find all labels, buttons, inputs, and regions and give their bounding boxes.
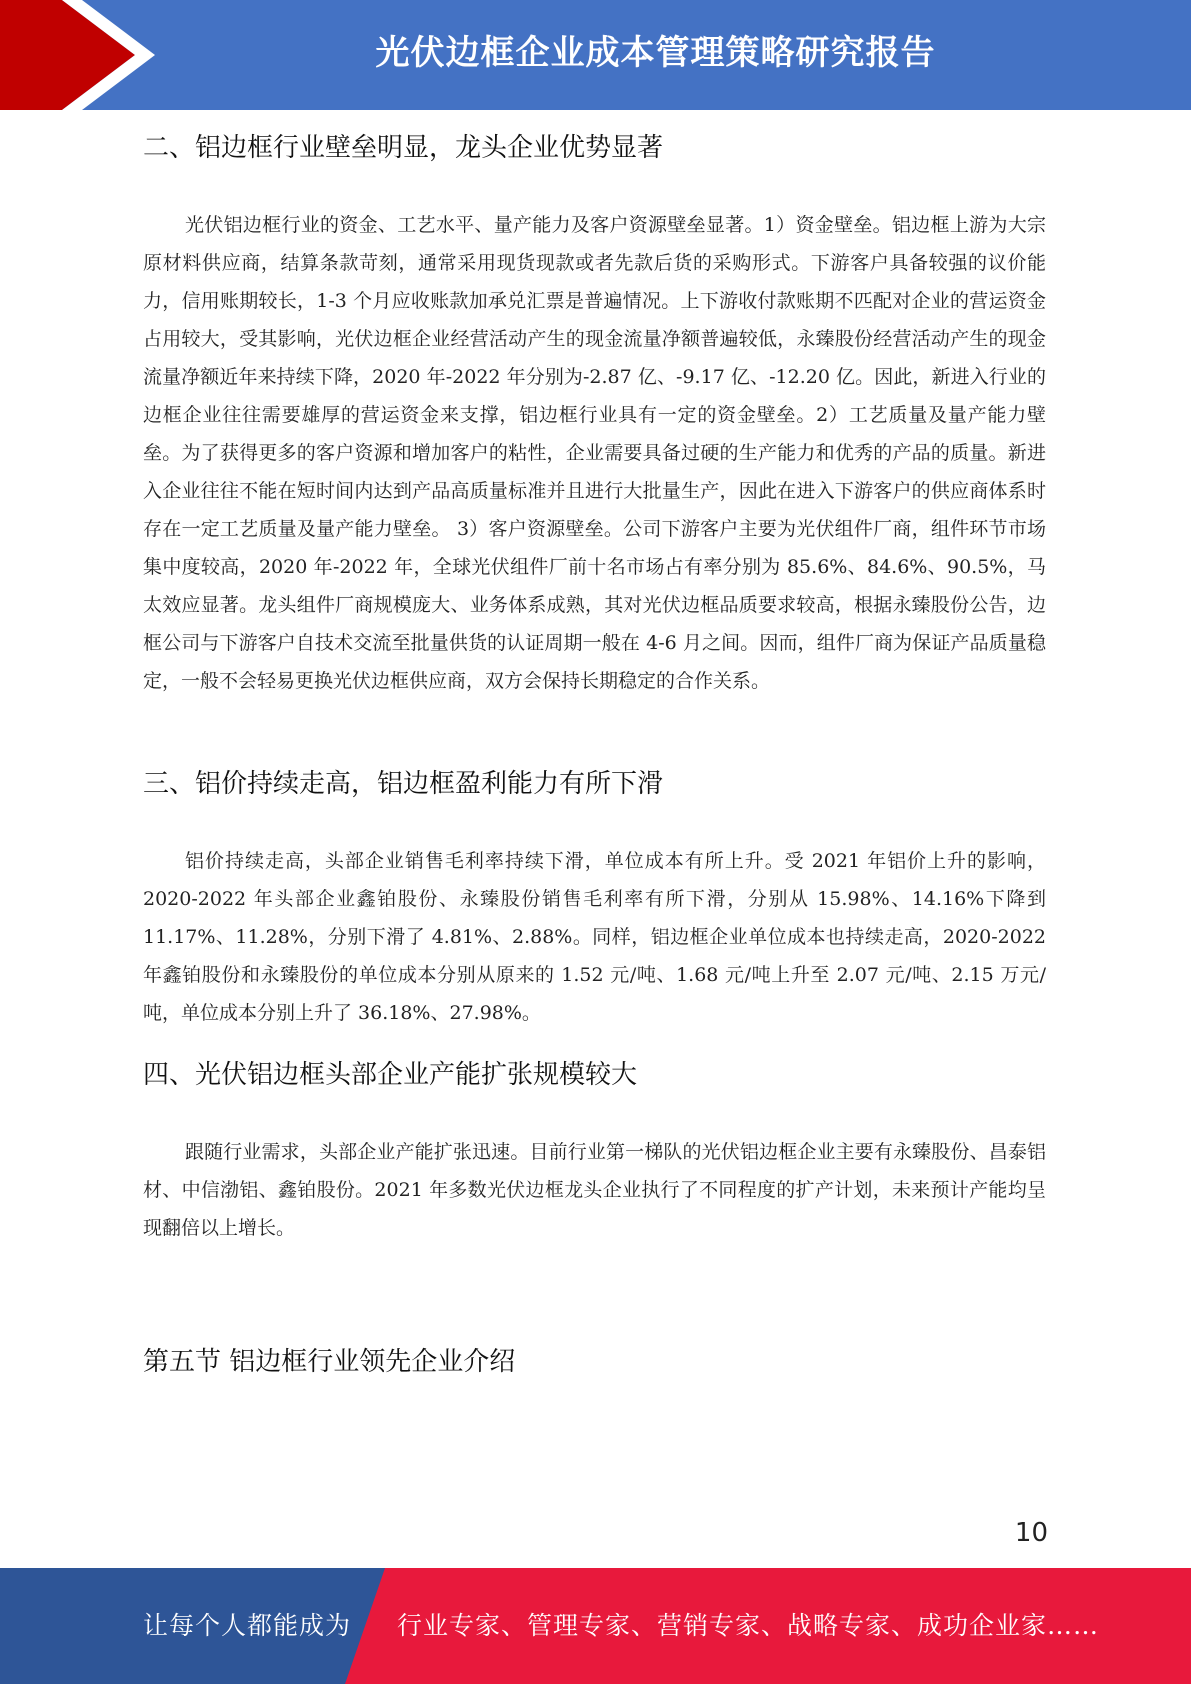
section-heading-aluminum-price: 三、铝价持续走高，铝边框盈利能力有所下滑 bbox=[143, 769, 664, 799]
page-header bbox=[0, 0, 1191, 110]
header-chevron-decoration bbox=[0, 0, 160, 110]
chapter-heading-leading-companies: 第五节 铝边框行业领先企业介绍 bbox=[143, 1347, 516, 1377]
section-paragraph-aluminum-price: 铝价持续走高，头部企业销售毛利率持续下滑，单位成本有所上升。受 2021 年铝价上升的影响，2020-2022 年头部企业鑫铂股份、永臻股份销售毛利率有所下滑，分别从 15.98%、14.16%下降到 11.17%、11.28%，分别下滑了 4.81%、2.88%。同样，铝边框企业单位成本也持续走高，2020-2022 年鑫铂股份和永臻股份的单位成本分别从原来的 1.52 元/吨、1.68 元/吨上升至 2.07 元/吨、2.15 万元/吨，单位成本分别上升了 36.18%、27.98%。 bbox=[143, 850, 1046, 1024]
page-footer bbox=[0, 1568, 1191, 1684]
report-title: 光伏边框企业成本管理策略研究报告 bbox=[375, 33, 936, 73]
section-heading-barriers: 二、铝边框行业壁垒明显，龙头企业优势显著 bbox=[143, 133, 664, 163]
footer-slogan-left: 让每个人都能成为 bbox=[143, 1611, 352, 1640]
section-heading-capacity-expansion: 四、光伏铝边框头部企业产能扩张规模较大 bbox=[143, 1060, 638, 1090]
section-paragraph-capacity-expansion: 跟随行业需求，头部企业产能扩张迅速。目前行业第一梯队的光伏铝边框企业主要有永臻股份、昌泰铝材、中信渤铝、鑫铂股份。2021 年多数光伏边框龙头企业执行了不同程度的扩产计划，未来预计产能均呈现翻倍以上增长。 bbox=[143, 1141, 1046, 1239]
footer-slogan-right: 行业专家、管理专家、营销专家、战略专家、成功企业家…… bbox=[397, 1611, 1100, 1640]
section-paragraph-barriers: 光伏铝边框行业的资金、工艺水平、量产能力及客户资源壁垒显著。1）资金壁垒。铝边框上游为大宗原材料供应商，结算条款苛刻，通常采用现货现款或者先款后货的采购形式。下游客户具备较强的议价能力，信用账期较长，1-3 个月应收账款加承兑汇票是普遍情况。上下游收付款账期不匹配对企业的营运资金占用较大，受其影响，光伏边框企业经营活动产生的现金流量净额普遍较低，永臻股份经营活动产生的现金流量净额近年来持续下降，2020 年-2022 年分别为-2.87 亿、-9.17 亿、-12.20 亿。因此，新进入行业的边框企业往往需要雄厚的营运资金来支撑，铝边框行业具有一定的资金壁垒。2）工艺质量及量产能力壁垒。为了获得更多的客户资源和增加客户的粘性，企业需要具备过硬的生产能力和优秀的产品的质量。新进入企业往往不能在短时间内达到产品高质量标准并且进行大批量生产，因此在进入下游客户的供应商体系时存在一定工艺质量及量产能力壁垒。 3）客户资源壁垒。公司下游客户主要为光伏组件厂商，组件环节市场集中度较高，2020 年-2022 年，全球光伏组件厂前十名市场占有率分别为 85.6%、84.6%、90.5%，马太效应显著。龙头组件厂商规模庞大、业务体系成熟，其对光伏边框品质要求较高，根据永臻股份公告，边框公司与下游客户自技术交流至批量供货的认证周期一般在 4-6 月之间。因而，组件厂商为保证产品质量稳定，一般不会轻易更换光伏边框供应商，双方会保持长期稳定的合作关系。 bbox=[143, 214, 1046, 692]
page-number: 10 bbox=[1014, 1518, 1048, 1548]
